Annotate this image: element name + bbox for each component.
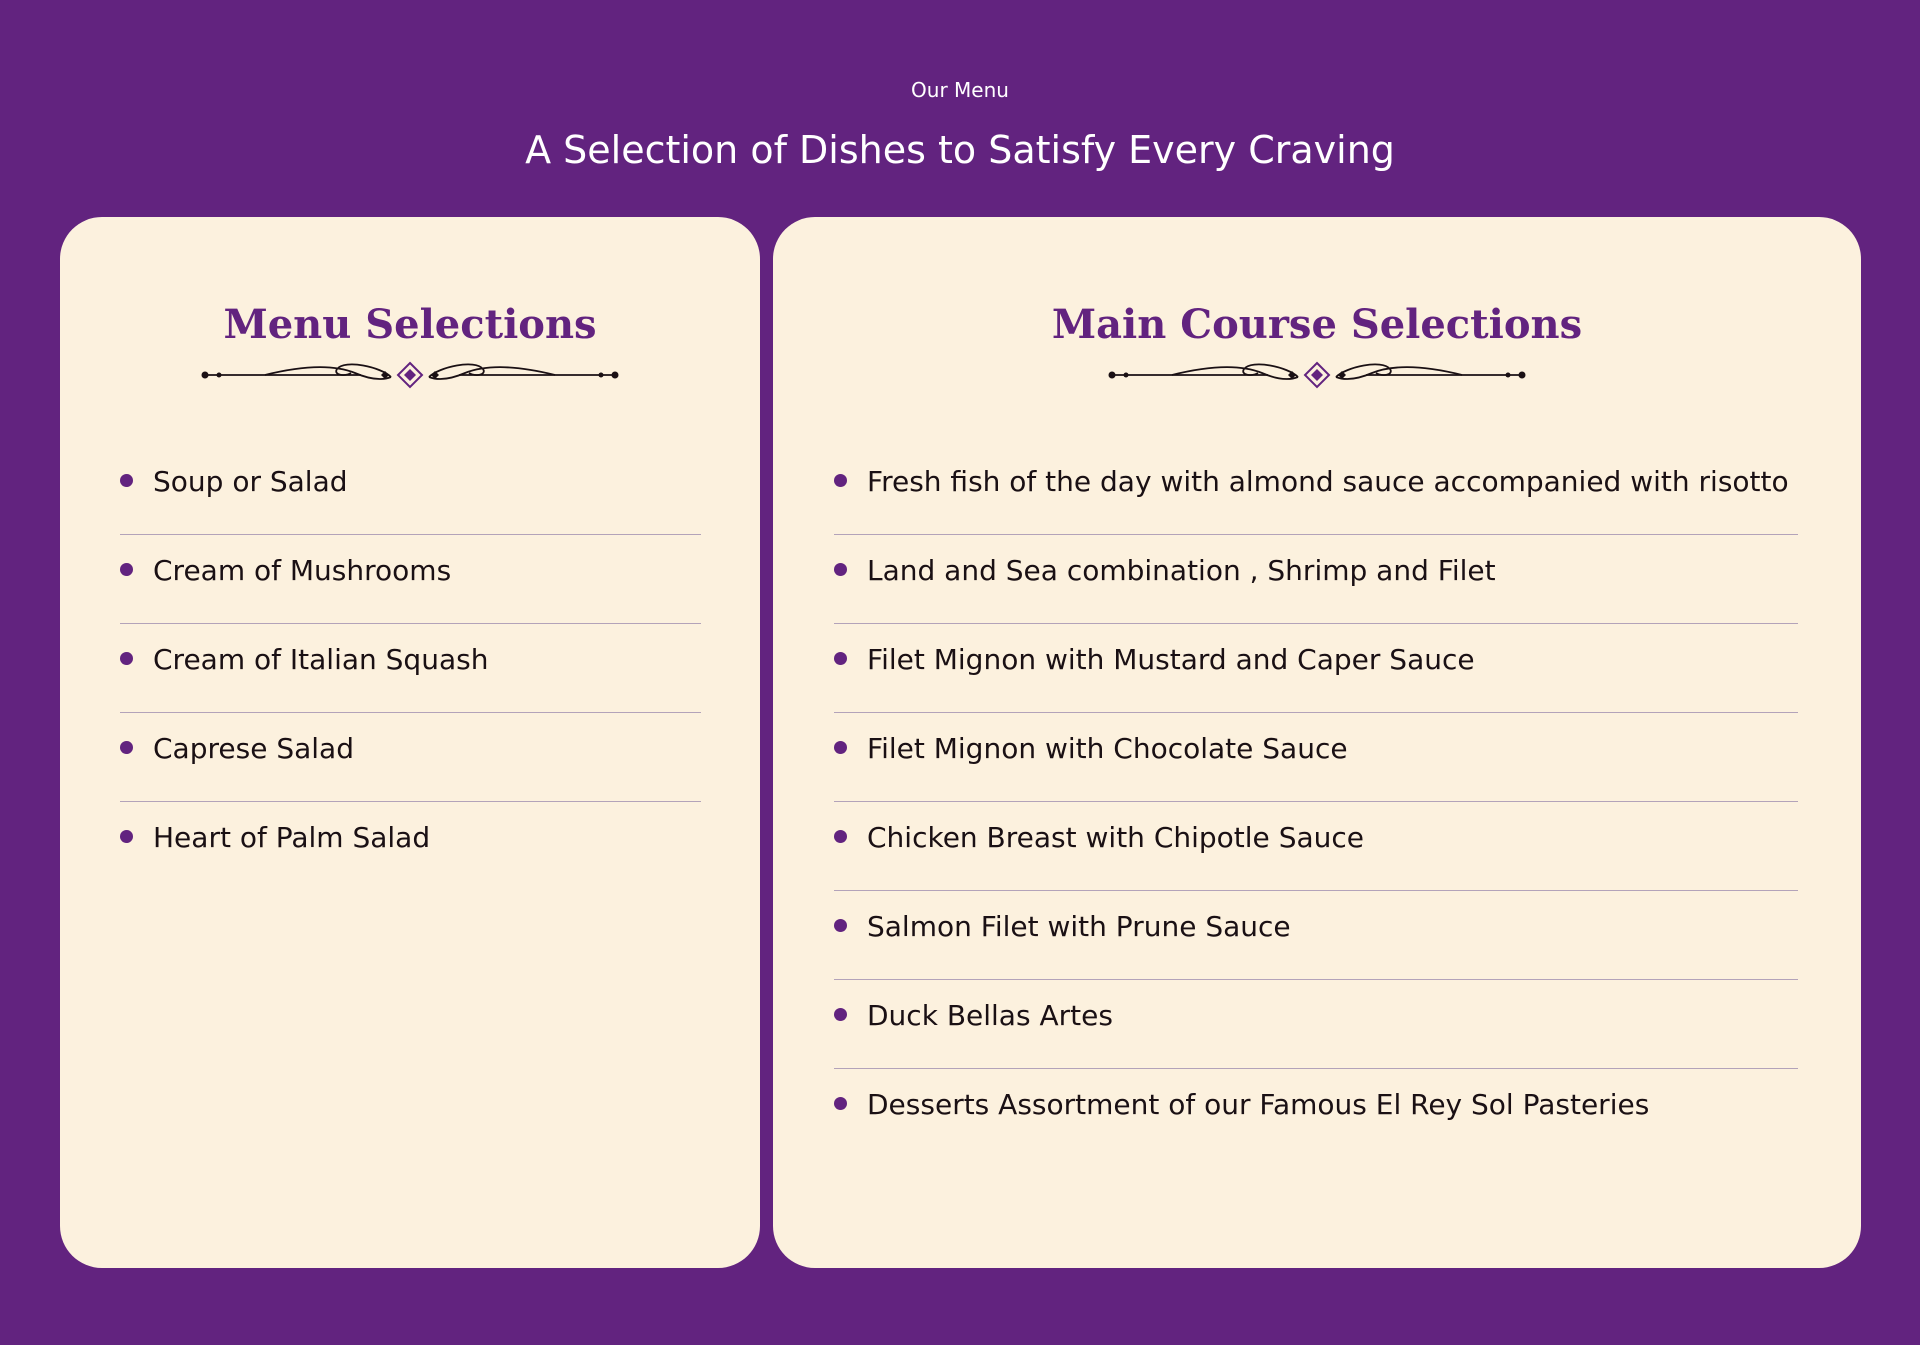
- bullet-icon: [834, 1008, 847, 1021]
- list-item-label: Filet Mignon with Mustard and Caper Sauce: [867, 643, 1475, 676]
- bullet-icon: [834, 830, 847, 843]
- main-course-selections-card: [773, 217, 1861, 1268]
- list-item: [834, 1069, 1798, 1158]
- list-item: [834, 802, 1798, 891]
- flourish-divider-icon: [1102, 357, 1532, 393]
- bullet-icon: [120, 563, 133, 576]
- bullet-icon: [834, 474, 847, 487]
- list-item-label: Desserts Assortment of our Famous El Rey Sol Pasteries: [867, 1088, 1650, 1121]
- list-item: [834, 980, 1798, 1069]
- bullet-icon: [120, 830, 133, 843]
- bullet-icon: [834, 919, 847, 932]
- flourish-divider-icon: [195, 357, 625, 393]
- list-item: [120, 802, 701, 891]
- menu-selections-card: [60, 217, 760, 1268]
- list-item-label: Cream of Italian Squash: [153, 643, 489, 676]
- list-item: [834, 446, 1798, 535]
- menu-selections-list: [120, 446, 701, 891]
- list-item: [834, 713, 1798, 802]
- bullet-icon: [834, 741, 847, 754]
- list-item: [120, 713, 701, 802]
- list-item-label: Land and Sea combination , Shrimp and Filet: [867, 554, 1496, 587]
- list-item-label: Filet Mignon with Chocolate Sauce: [867, 732, 1348, 765]
- list-item: [120, 624, 701, 713]
- menu-selections-title: Menu Selections: [223, 301, 597, 348]
- bullet-icon: [834, 563, 847, 576]
- list-item-label: Salmon Filet with Prune Sauce: [867, 910, 1291, 943]
- page-headline: A Selection of Dishes to Satisfy Every Craving: [525, 128, 1395, 172]
- bullet-icon: [834, 1097, 847, 1110]
- list-item-label: Caprese Salad: [153, 732, 354, 765]
- main-course-selections-list: [834, 446, 1798, 1158]
- eyebrow-label: Our Menu: [911, 78, 1009, 102]
- list-item: [834, 624, 1798, 713]
- list-item: [120, 446, 701, 535]
- list-item-label: Soup or Salad: [153, 465, 348, 498]
- list-item: [120, 535, 701, 624]
- main-course-selections-title: Main Course Selections: [1051, 301, 1583, 348]
- list-item-label: Fresh fish of the day with almond sauce accompanied with risotto: [867, 465, 1789, 498]
- list-item-label: Chicken Breast with Chipotle Sauce: [867, 821, 1364, 854]
- list-item: [834, 535, 1798, 624]
- list-item-label: Duck Bellas Artes: [867, 999, 1113, 1032]
- bullet-icon: [834, 652, 847, 665]
- bullet-icon: [120, 474, 133, 487]
- list-item-label: Heart of Palm Salad: [153, 821, 431, 854]
- bullet-icon: [120, 741, 133, 754]
- bullet-icon: [120, 652, 133, 665]
- list-item: [834, 891, 1798, 980]
- list-item-label: Cream of Mushrooms: [153, 554, 452, 587]
